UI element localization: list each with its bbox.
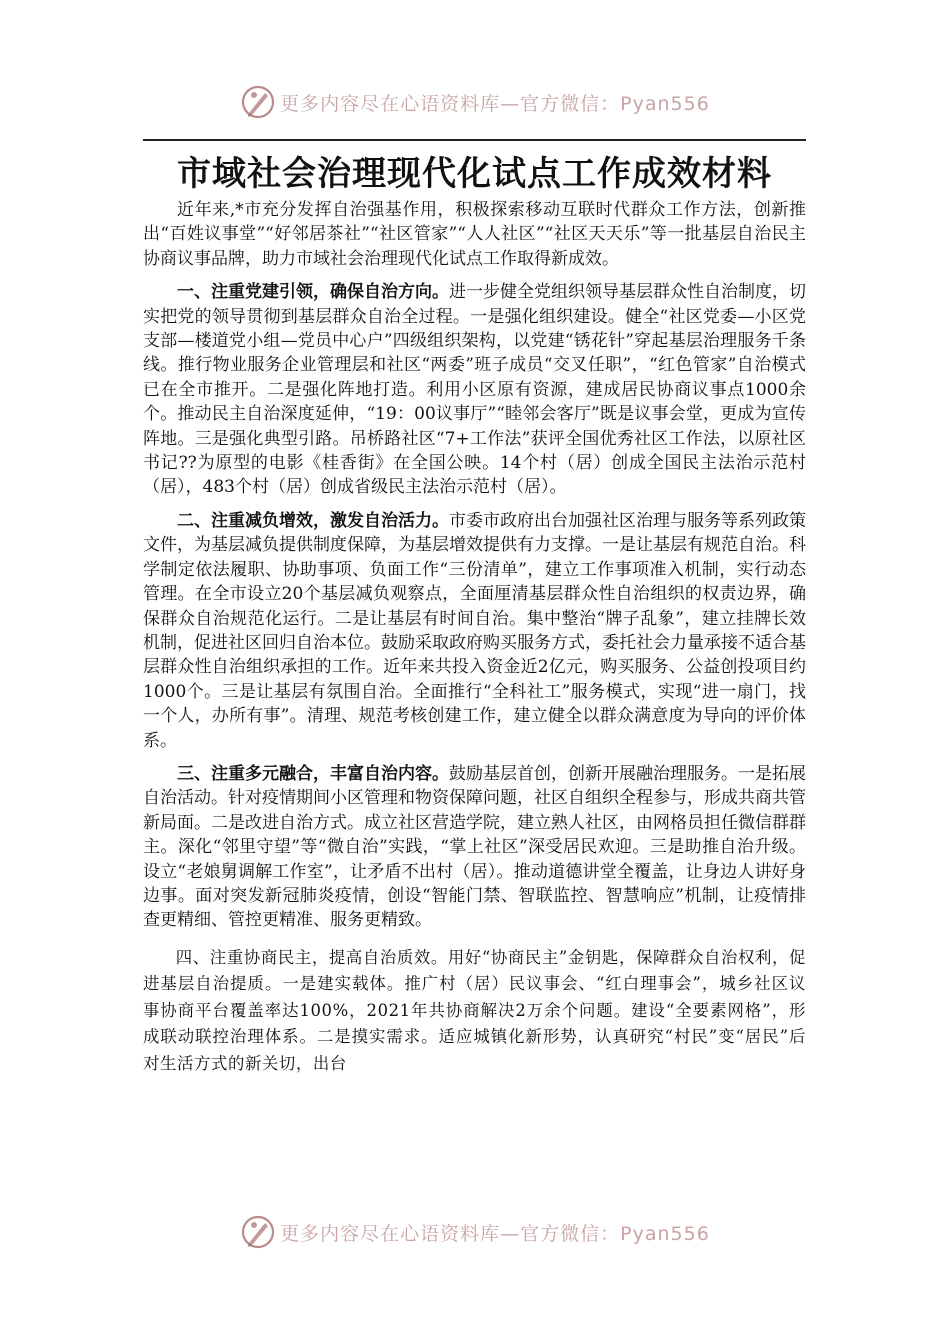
footer-banner [0, 1210, 950, 1254]
footer-banner-text: 更多内容尽在心语资料库—官方微信：Pyan556 [280, 1222, 710, 1245]
paragraph-text: 市委市政府出台加强社区治理与服务等系列政策文件，为基层减负提供制度保障，为基层增效提供有力支撑。一是让基层有规范自治。科学制定依法履职、协助事项、负面工作“三份清单”，建立工作事项准入机制，实行动态管理。在全市设立20个基层减负观察点，全面厘清基层群众性自治组织的权责边界，确保群众自治规范化运行。二是让基层有时间自治。集中整治“牌子乱象”，建立挂牌长效机制，促进社区回归自治本位。鼓励采取政府购买服务方式，委托社会力量承接不适合基层群众性自治组织承担的工作。近年来共投入资金近2亿元，购买服务、公益创投项目约1000个。三是让基层有氛围自治。全面推行“全科社工”服务模式，实现“进一扇门，找一个人，办所有事”。清理、规范考核创建工作，建立健全以群众满意度为导向的评价体系。 [143, 510, 806, 751]
paragraph-text: 鼓励基层首创，创新开展融治理服务。一是拓展自治活动。针对疫情期间小区管理和物资保障问题，社区自组织全程参与，形成共商共管新局面。二是改进自治方式。成立社区营造学院，建立熟人社区，由网格员担任微信群群主。深化“邻里守望”等“微自治”实践，“掌上社区”深受居民欢迎。三是助推自治升级。设立“老娘舅调解工作室”，让矛盾不出村（居）。推动道德讲堂全覆盖，让身边人讲好身边事。面对突发新冠肺炎疫情，创设“智能门禁、智联监控、智慧响应”机制，让疫情排查更精细、管控更精准、服务更精致。 [143, 763, 806, 931]
paragraph-section-1 [143, 280, 806, 500]
section-heading: 一、注重党建引领，确保自治方向。 [177, 282, 449, 303]
document-body [143, 198, 806, 1077]
paragraph-section-3 [143, 762, 806, 933]
paragraph-intro [143, 198, 806, 271]
section-heading: 二、注重减负增效，激发自治活力。 [177, 510, 449, 531]
pen-logo-icon [240, 1214, 276, 1250]
header-banner [0, 80, 950, 124]
header-banner-text: 更多内容尽在心语资料库—官方微信：Pyan556 [280, 92, 710, 115]
pen-logo-icon [240, 84, 276, 120]
paragraph-text: 近年来,*市充分发挥自治强基作用，积极探索移动互联时代群众工作方法，创新推出“百姓议事堂”“好邻居茶社”“社区管家”“人人社区”“社区天天乐”等一批基层自治民主协商议事品牌，助力市域社会治理现代化试点工作取得新成效。 [143, 200, 806, 269]
paragraph-section-2 [143, 509, 806, 753]
paragraph-text: 进一步健全党组织领导基层群众性自治制度，切实把党的领导贯彻到基层群众自治全过程。一是强化组织建设。健全“社区党委—小区党支部—楼道党小组—党员中心户”四级组织架构，以党建“锈花针”穿起基层治理服务千条线。推行物业服务企业管理层和社区“两委”班子成员“交叉任职”，“红色管家”自治模式已在全市推开。二是强化阵地打造。利用小区原有资源，建成居民协商议事点1000余个。推动民主自治深度延伸，“19：00议事厅”“睦邻会客厅”既是议事会堂，更成为宣传阵地。三是强化典型引路。吊桥路社区“7+工作法”获评全国优秀社区工作法，以原社区书记??为原型的电影《桂香街》在全国公映。14个村（居）创成全国民主法治示范村（居），483个村（居）创成省级民主法治示范村（居）。 [143, 282, 806, 498]
paragraph-section-4 [143, 945, 806, 1078]
title-divider [143, 139, 806, 141]
page-title: 市域社会治理现代化试点工作成效材料 [177, 154, 772, 194]
section-heading: 三、注重多元融合，丰富自治内容。 [177, 763, 449, 784]
paragraph-text: 四、注重协商民主，提高自治质效。用好“协商民主”金钥匙，保障群众自治权利，促进基层自治提质。一是建实载体。推广村（居）民议事会、“红白理事会”，城乡社区议事协商平台覆盖率达100%，2021年共协商解决2万余个问题。建设“全要素网格”，形成联动联控治理体系。二是摸实需求。适应城镇化新形势，认真研究“村民”变“居民”后对生活方式的新关切，出台 [143, 947, 806, 1073]
